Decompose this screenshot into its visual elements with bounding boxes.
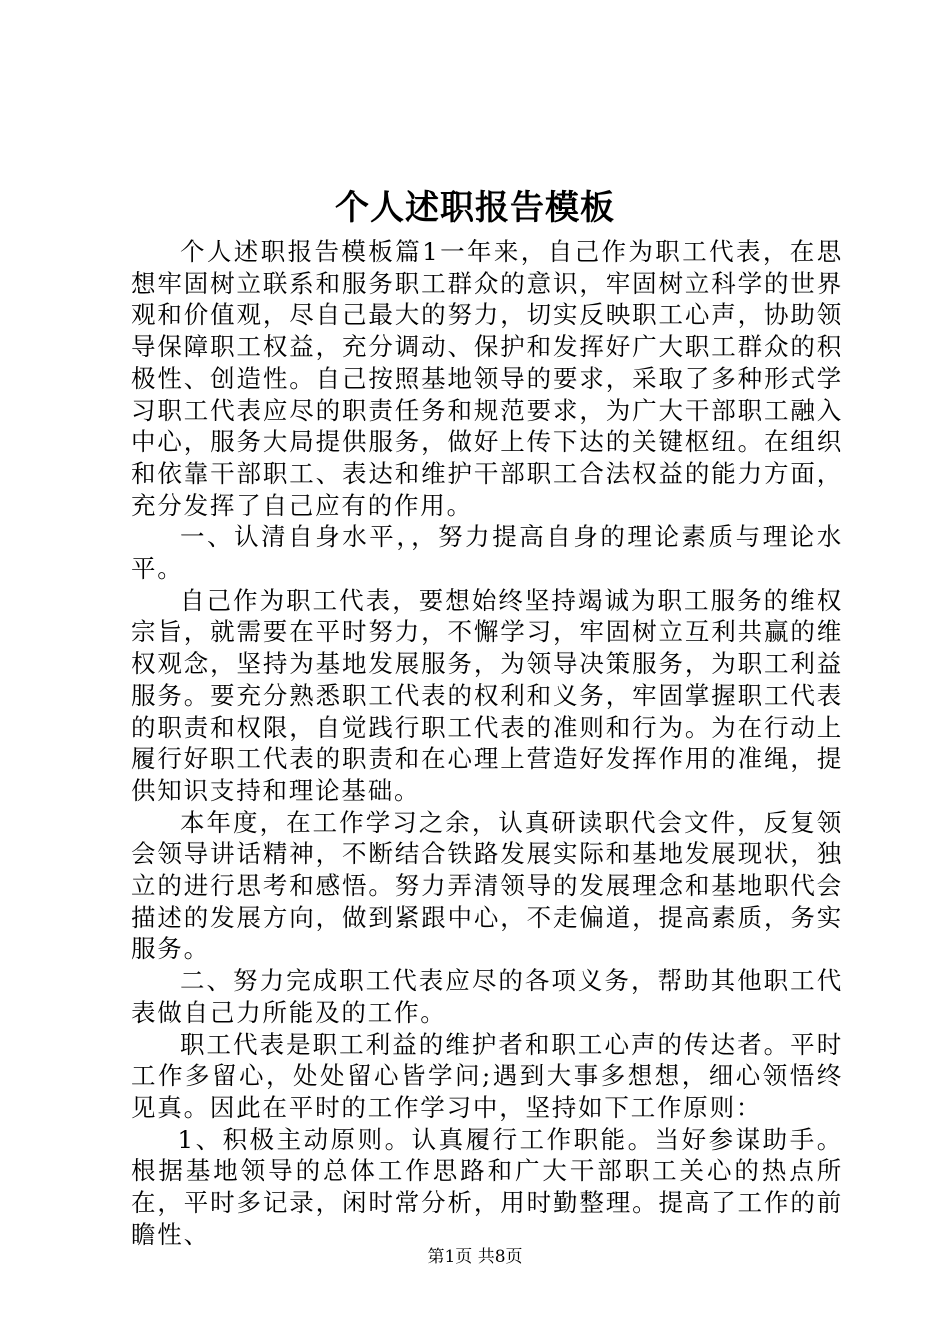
list-item-principle-1: 1、积极主动原则。认真履行工作职能。当好参谋助手。根据基地领导的总体工作思路和广大干部职工关心的热点所在，平时多记录，闲时常分析，用时勤整理。提高了工作的前瞻性、 — [131, 1124, 843, 1249]
section-heading-2: 二、努力完成职工代表应尽的各项义务，帮助其他职工代表做自己力所能及的工作。 — [131, 966, 843, 1027]
paragraph-study: 本年度，在工作学习之余，认真研读职代会文件，反复领会领导讲话精神，不断结合铁路发展实际和基地发展现状，独立的进行思考和感悟。努力弄清领导的发展理念和基地职代会描述的发展方向，做到紧跟中心，不走偏道，提高素质，务实服务。 — [131, 807, 843, 964]
document-body — [131, 236, 843, 1251]
paragraph-section-2: 职工代表是职工利益的维护者和职工心声的传达者。平时工作多留心，处处留心皆学问;遇到大事多想想，细心领悟终见真。因此在平时的工作学习中，坚持如下工作原则： — [131, 1029, 843, 1122]
paragraph-section-1: 自己作为职工代表，要想始终坚持竭诚为职工服务的维权宗旨，就需要在平时努力，不懈学习，牢固树立互利共赢的维权观念，坚持为基地发展服务，为领导决策服务，为职工利益服务。要充分熟悉职工代表的权利和义务，牢固掌握职工代表的职责和权限，自觉践行职工代表的准则和行为。为在行动上履行好职工代表的职责和在心理上营造好发挥作用的准绳，提供知识支持和理论基础。 — [131, 585, 843, 805]
paragraph-intro: 个人述职报告模板篇1一年来，自己作为职工代表，在思想牢固树立联系和服务职工群众的意识，牢固树立科学的世界观和价值观，尽自己最大的努力，切实反映职工心声，协助领导保障职工权益，充分调动、保护和发挥好广大职工群众的积极性、创造性。自己按照基地领导的要求，采取了多种形式学习职工代表应尽的职责任务和规范要求，为广大干部职工融入中心，服务大局提供服务，做好上传下达的关键枢纽。在组织和依靠干部职工、表达和维护干部职工合法权益的能力方面，充分发挥了自己应有的作用。 — [131, 237, 843, 520]
page-footer: 第1页 共8页 — [427, 1247, 523, 1267]
section-heading-1: 一、认清自身水平，，努力提高自身的理论素质与理论水平。 — [131, 522, 843, 584]
document-title: 个人述职报告模板 — [335, 188, 615, 228]
